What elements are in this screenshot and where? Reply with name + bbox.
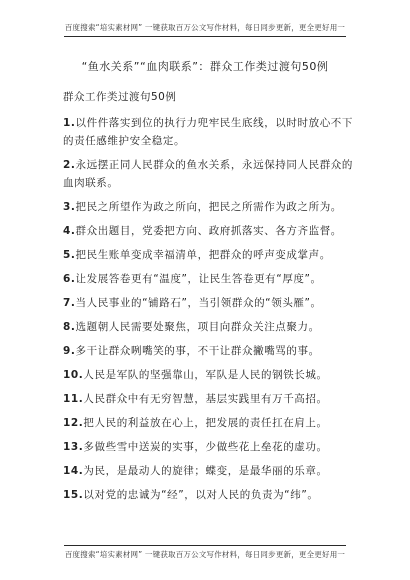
item-number: 13.	[63, 441, 84, 453]
list-item	[63, 486, 353, 504]
item-list	[63, 114, 353, 510]
header-banner: 百度搜索“培实素材网” 一键获取百万公文写作材料，每日同步更新，更全更好用一	[64, 23, 346, 32]
footer-banner: 百度搜索“培实素材网” 一键获取百万公文写作材料，每日同步更新，更全更好用一	[64, 550, 346, 559]
item-number: 2.	[63, 159, 76, 171]
list-item	[63, 366, 353, 384]
item-text: 多干让群众咧嘴笑的事，不干让群众撇嘴骂的事。	[75, 345, 320, 357]
header-divider	[64, 36, 346, 37]
document-subheading: 群众工作类过渡句50例	[63, 91, 177, 103]
item-text: 当人民事业的“铺路石”，当引领群众的“领头雁”。	[75, 297, 322, 309]
item-number: 15.	[63, 489, 84, 501]
item-number: 11.	[63, 393, 84, 405]
item-text: 多做些雪中送炭的实事，少做些花上垒花的虚功。	[83, 441, 328, 453]
footer-divider	[64, 545, 346, 546]
item-number: 5.	[63, 249, 76, 261]
item-number: 14.	[63, 465, 84, 477]
item-text: 让发展答卷更有“温度”，让民生答卷更有“厚度”。	[75, 273, 322, 285]
list-item	[63, 462, 353, 480]
item-number: 9.	[63, 345, 76, 357]
item-number: 10.	[63, 369, 84, 381]
item-text: 以件件落实到位的执行力兜牢民生底线，以时时放心不下的责任感维护安全稳定。	[63, 117, 353, 147]
item-text: 群众出题目，党委把方向、政府抓落实、各方齐监督。	[75, 225, 342, 237]
item-number: 3.	[63, 201, 76, 213]
item-number: 8.	[63, 321, 76, 333]
item-text: 人民群众中有无穷智慧，基层实践里有万千高招。	[83, 393, 328, 405]
list-item	[63, 390, 353, 408]
item-text: 人民是军队的坚强靠山，军队是人民的钢铁长城。	[83, 369, 328, 381]
item-text: 把民之所望作为政之所向，把民之所需作为政之所为。	[75, 201, 342, 213]
list-item	[63, 114, 353, 150]
item-number: 1.	[63, 117, 76, 129]
item-text: 以对党的忠诚为“经”，以对人民的负责为“纬”。	[83, 489, 319, 501]
list-item	[63, 294, 353, 312]
item-number: 7.	[63, 297, 76, 309]
list-item	[63, 318, 353, 336]
list-item	[63, 342, 353, 360]
item-text: 为民，是最动人的旋律；蝶变，是最华丽的乐章。	[83, 465, 328, 477]
item-text: 把人民的利益放在心上，把发展的责任扛在肩上。	[83, 417, 328, 429]
list-item	[63, 198, 353, 216]
list-item	[63, 246, 353, 264]
list-item	[63, 414, 353, 432]
item-number: 4.	[63, 225, 76, 237]
item-number: 6.	[63, 273, 76, 285]
list-item	[63, 438, 353, 456]
item-text: 把民生账单变成幸福清单，把群众的呼声变成掌声。	[75, 249, 331, 261]
list-item	[63, 222, 353, 240]
item-text: 永远摆正同人民群众的鱼水关系，永远保持同人民群众的血肉联系。	[63, 159, 353, 189]
item-text: 选题朝人民需要处聚焦，项目向群众关注点聚力。	[75, 321, 320, 333]
list-item	[63, 270, 353, 288]
item-number: 12.	[63, 417, 84, 429]
document-title: “鱼水关系”“血肉联系”：群众工作类过渡句50例	[81, 60, 329, 73]
list-item	[63, 156, 353, 192]
